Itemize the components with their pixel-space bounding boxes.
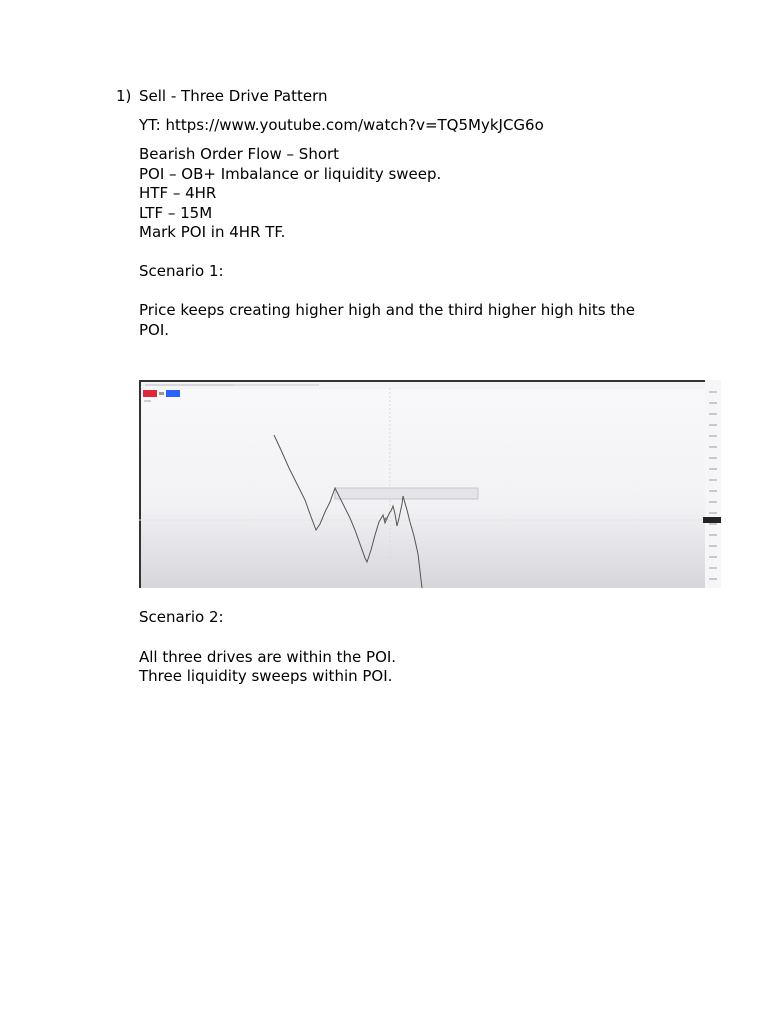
chart-left-border bbox=[139, 380, 141, 588]
list-number: 1) bbox=[116, 87, 132, 105]
chart-top-border bbox=[139, 380, 721, 382]
scenario1-text: Price keeps creating higher high and the third higher high hits the POI. bbox=[139, 301, 635, 339]
poi-line: POI – OB+ Imbalance or liquidity sweep. bbox=[139, 164, 442, 183]
youtube-link[interactable]: YT: https://www.youtube.com/watch?v=TQ5MykJCG6o bbox=[139, 116, 544, 134]
ltf-line: LTF – 15M bbox=[139, 203, 213, 222]
price-line bbox=[274, 435, 422, 588]
order-flow-line: Bearish Order Flow – Short bbox=[139, 145, 340, 163]
current-price-label bbox=[703, 517, 721, 523]
chart-screenshot bbox=[139, 380, 721, 588]
htf-line: HTF – 4HR bbox=[139, 184, 217, 202]
poi-zone bbox=[335, 488, 478, 499]
scenario2-title: Scenario 2: bbox=[139, 608, 224, 626]
scenario2-line-2: Three liquidity sweeps within POI. bbox=[139, 667, 393, 685]
spread-value bbox=[159, 392, 164, 395]
cursor-dot bbox=[385, 518, 388, 521]
scenario1-title: Scenario 1: bbox=[139, 262, 224, 280]
scenario2-line-1: All three drives are within the POI. bbox=[139, 647, 397, 666]
section-heading: Sell - Three Drive Pattern bbox=[139, 87, 328, 105]
mark-poi-line: Mark POI in 4HR TF. bbox=[139, 223, 286, 241]
chart-image bbox=[139, 380, 721, 588]
sell-button bbox=[143, 390, 157, 397]
buy-button bbox=[166, 390, 180, 397]
